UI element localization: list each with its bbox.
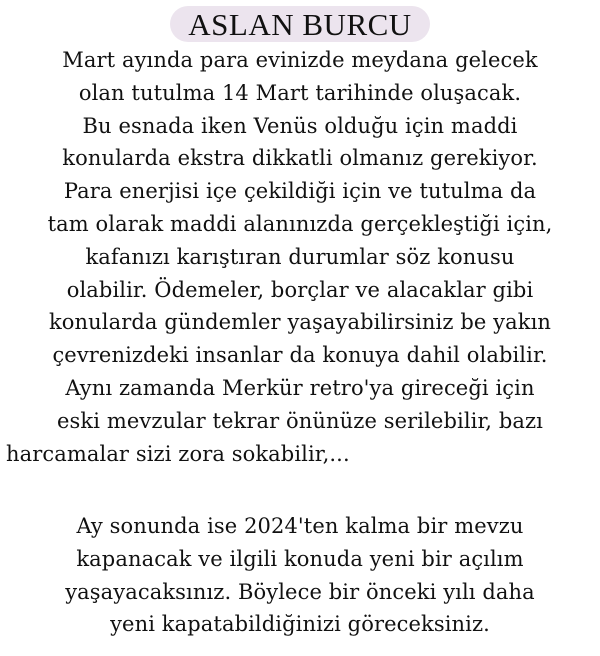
text-line: Bu esnada iken Venüs olduğu için maddi bbox=[82, 113, 518, 138]
text-line: olan tutulma 14 Mart tarihinde oluşacak. bbox=[78, 80, 522, 105]
text-line: Ay sonunda ise 2024'ten kalma bir mevzu bbox=[76, 514, 524, 538]
paragraph-1 bbox=[0, 44, 600, 470]
page-title: ASLAN BURCU bbox=[170, 6, 429, 42]
text-line: kapanacak ve ilgili konuda yeni bir açılım bbox=[76, 546, 524, 571]
text-line: çevrenizdeki insanlar da konuya dahil olabilir. bbox=[52, 343, 548, 368]
text-line: olabilir. Ödemeler, borçlar ve alacaklar gibi bbox=[66, 277, 534, 302]
text-line: yeni kapatabildiğinizi göreceksiniz. bbox=[110, 612, 490, 637]
text-line: yaşayacaksınız. Böylece bir önceki yılı daha bbox=[65, 579, 535, 604]
title-wrapper bbox=[0, 6, 600, 42]
text-line: konularda ekstra dikkatli olmanız gerekiyor. bbox=[62, 146, 538, 171]
text-line: Mart ayında para evinizde meydana gelecek bbox=[62, 48, 538, 72]
text-line: Para enerjisi içe çekildiği için ve tutulma da bbox=[63, 179, 537, 204]
text-line: harcamalar sizi zora sokabilir,... bbox=[6, 441, 350, 466]
text-line: tam olarak maddi alanınızda gerçekleştiği için, bbox=[47, 211, 553, 236]
text-line: Aynı zamanda Merkür retro'ya gireceği için bbox=[65, 375, 535, 400]
text-line: kafanızı karıştıran durumlar söz konusu bbox=[85, 244, 515, 269]
text-line: konularda gündemler yaşayabilirsiniz be yakın bbox=[48, 310, 552, 335]
text-line: eski mevzular tekrar önünüze serilebilir, bazı bbox=[57, 408, 543, 433]
paragraph-2 bbox=[0, 510, 600, 641]
